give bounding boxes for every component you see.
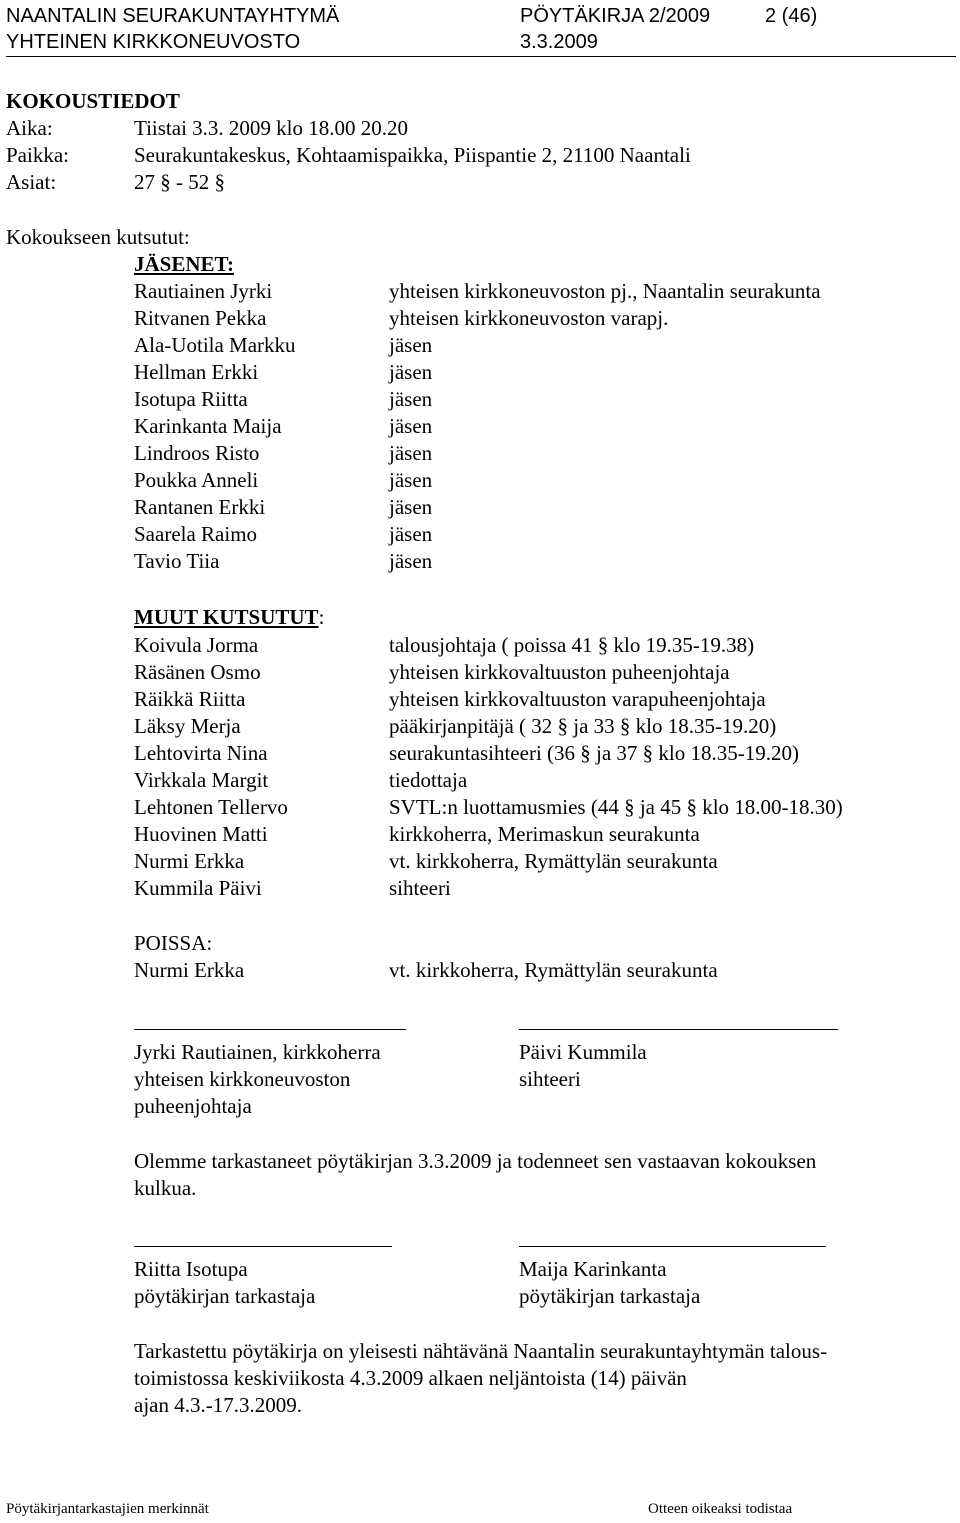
other-invitee-row-name: Räikkä Riitta bbox=[134, 687, 246, 711]
member-row-name: Ritvanen Pekka bbox=[134, 306, 267, 330]
reviewer2-signature-line bbox=[519, 1246, 826, 1247]
other-invitee-row-name: Räsänen Osmo bbox=[134, 660, 261, 684]
member-row bbox=[0, 521, 960, 548]
others-list bbox=[0, 632, 960, 902]
other-invitee-row-role: pääkirjanpitäjä ( 32 § ja 33 § klo 18.35-19.20) bbox=[389, 714, 777, 738]
place-label: Paikka: bbox=[6, 143, 69, 167]
invited-label: Kokoukseen kutsutut: bbox=[6, 225, 190, 249]
meeting-heading: KOKOUSTIEDOT bbox=[6, 89, 180, 113]
other-invitee-row-role: yhteisen kirkkovaltuuston puheenjohtaja bbox=[389, 660, 730, 684]
other-invitee-row-name: Virkkala Margit bbox=[134, 768, 269, 792]
header-page-number: 2 (46) bbox=[765, 5, 818, 27]
other-invitee-row-role: seurakuntasihteeri (36 § ja 37 § klo 18.35-19.20) bbox=[389, 741, 799, 765]
other-invitee-row bbox=[0, 767, 960, 794]
others-heading-text: MUUT KUTSUTUT bbox=[134, 605, 319, 629]
other-invitee-row bbox=[0, 794, 960, 821]
footer-right: Otteen oikeaksi todistaa bbox=[648, 1501, 793, 1517]
other-invitee-row-role: sihteeri bbox=[389, 876, 451, 900]
other-invitee-row bbox=[0, 821, 960, 848]
time-label: Aika: bbox=[6, 116, 53, 140]
header-org: NAANTALIN SEURAKUNTAYHTYMÄ bbox=[6, 5, 340, 27]
header-rule bbox=[6, 56, 956, 57]
member-row bbox=[0, 440, 960, 467]
member-row-name: Karinkanta Maija bbox=[134, 414, 282, 438]
header-protocol: PÖYTÄKIRJA 2/2009 bbox=[520, 5, 711, 27]
member-row bbox=[0, 359, 960, 386]
member-row-role: jäsen bbox=[389, 441, 433, 465]
reviewer2-title: pöytäkirjan tarkastaja bbox=[519, 1284, 701, 1308]
member-row bbox=[0, 386, 960, 413]
footer-left: Pöytäkirjantarkastajien merkinnät bbox=[6, 1501, 209, 1517]
time-value: Tiistai 3.3. 2009 klo 18.00 20.20 bbox=[134, 116, 409, 140]
member-row-name: Rantanen Erkki bbox=[134, 495, 266, 519]
member-row-role: jäsen bbox=[389, 549, 433, 573]
other-invitee-row-name: Lehtovirta Nina bbox=[134, 741, 268, 765]
member-row-role: jäsen bbox=[389, 414, 433, 438]
header-body-name: YHTEINEN KIRKKONEUVOSTO bbox=[6, 31, 301, 53]
notice-line1: Tarkastettu pöytäkirja on yleisesti nähtävänä Naantalin seurakuntayhtymän talous- bbox=[134, 1339, 828, 1363]
member-row bbox=[0, 548, 960, 575]
member-row-role: yhteisen kirkkoneuvoston pj., Naantalin seurakunta bbox=[389, 279, 821, 303]
member-row bbox=[0, 278, 960, 305]
member-row-name: Rautiainen Jyrki bbox=[134, 279, 273, 303]
header-date: 3.3.2009 bbox=[520, 31, 598, 53]
others-heading-colon: : bbox=[318, 605, 325, 629]
other-invitee-row-role: kirkkoherra, Merimaskun seurakunta bbox=[389, 822, 700, 846]
other-invitee-row-name: Nurmi Erkka bbox=[134, 849, 245, 873]
review-statement-line1: Olemme tarkastaneet pöytäkirjan 3.3.2009 ja todenneet sen vastaavan kokouksen bbox=[134, 1149, 817, 1173]
others-heading bbox=[134, 604, 324, 631]
member-row bbox=[0, 305, 960, 332]
notice-line2: toimistossa keskiviikosta 4.3.2009 alkaen neljäntoista (14) päivän bbox=[134, 1366, 687, 1390]
items-label: Asiat: bbox=[6, 170, 57, 194]
reviewer1-name: Riitta Isotupa bbox=[134, 1257, 248, 1281]
member-row-role: yhteisen kirkkoneuvoston varapj. bbox=[389, 306, 669, 330]
other-invitee-row bbox=[0, 848, 960, 875]
chair-name: Jyrki Rautiainen, kirkkoherra bbox=[134, 1040, 381, 1064]
member-row-name: Hellman Erkki bbox=[134, 360, 259, 384]
member-row-role: jäsen bbox=[389, 360, 433, 384]
other-invitee-row bbox=[0, 686, 960, 713]
other-invitee-row bbox=[0, 875, 960, 902]
secretary-title: sihteeri bbox=[519, 1067, 581, 1091]
reviewer1-signature-line bbox=[134, 1246, 392, 1247]
chair-title-2: puheenjohtaja bbox=[134, 1094, 252, 1118]
reviewer2-name: Maija Karinkanta bbox=[519, 1257, 667, 1281]
member-row-role: jäsen bbox=[389, 495, 433, 519]
place-value: Seurakuntakeskus, Kohtaamispaikka, Piispantie 2, 21100 Naantali bbox=[134, 143, 691, 167]
other-invitee-row bbox=[0, 659, 960, 686]
notice-line3: ajan 4.3.-17.3.2009. bbox=[134, 1393, 302, 1417]
member-row-role: jäsen bbox=[389, 468, 433, 492]
member-row-name: Ala-Uotila Markku bbox=[134, 333, 296, 357]
other-invitee-row bbox=[0, 632, 960, 659]
absent-role: vt. kirkkoherra, Rymättylän seurakunta bbox=[389, 958, 718, 982]
other-invitee-row-role: vt. kirkkoherra, Rymättylän seurakunta bbox=[389, 849, 718, 873]
members-list bbox=[0, 278, 960, 575]
chair-title-1: yhteisen kirkkoneuvoston bbox=[134, 1067, 351, 1091]
member-row-name: Lindroos Risto bbox=[134, 441, 260, 465]
absent-heading: POISSA: bbox=[134, 931, 213, 955]
member-row bbox=[0, 413, 960, 440]
other-invitee-row-name: Huovinen Matti bbox=[134, 822, 268, 846]
member-row-role: jäsen bbox=[389, 333, 433, 357]
review-statement-line2: kulkua. bbox=[134, 1176, 197, 1200]
member-row-role: jäsen bbox=[389, 522, 433, 546]
member-row bbox=[0, 332, 960, 359]
secretary-signature-line bbox=[519, 1029, 838, 1030]
members-heading: JÄSENET: bbox=[134, 252, 234, 276]
member-row bbox=[0, 467, 960, 494]
other-invitee-row-name: Lehtonen Tellervo bbox=[134, 795, 288, 819]
member-row bbox=[0, 494, 960, 521]
reviewer1-title: pöytäkirjan tarkastaja bbox=[134, 1284, 316, 1308]
absent-name: Nurmi Erkka bbox=[134, 958, 245, 982]
member-row-role: jäsen bbox=[389, 387, 433, 411]
chair-signature-line bbox=[134, 1029, 406, 1030]
other-invitee-row-name: Läksy Merja bbox=[134, 714, 241, 738]
secretary-name: Päivi Kummila bbox=[519, 1040, 647, 1064]
other-invitee-row-name: Koivula Jorma bbox=[134, 633, 259, 657]
other-invitee-row bbox=[0, 740, 960, 767]
items-value: 27 § - 52 § bbox=[134, 170, 225, 194]
member-row-name: Tavio Tiia bbox=[134, 549, 220, 573]
other-invitee-row-role: SVTL:n luottamusmies (44 § ja 45 § klo 18.00-18.30) bbox=[389, 795, 843, 819]
other-invitee-row-name: Kummila Päivi bbox=[134, 876, 262, 900]
other-invitee-row bbox=[0, 713, 960, 740]
member-row-name: Poukka Anneli bbox=[134, 468, 259, 492]
other-invitee-row-role: tiedottaja bbox=[389, 768, 468, 792]
other-invitee-row-role: talousjohtaja ( poissa 41 § klo 19.35-19.38) bbox=[389, 633, 755, 657]
member-row-name: Saarela Raimo bbox=[134, 522, 258, 546]
member-row-name: Isotupa Riitta bbox=[134, 387, 248, 411]
other-invitee-row-role: yhteisen kirkkovaltuuston varapuheenjohtaja bbox=[389, 687, 766, 711]
